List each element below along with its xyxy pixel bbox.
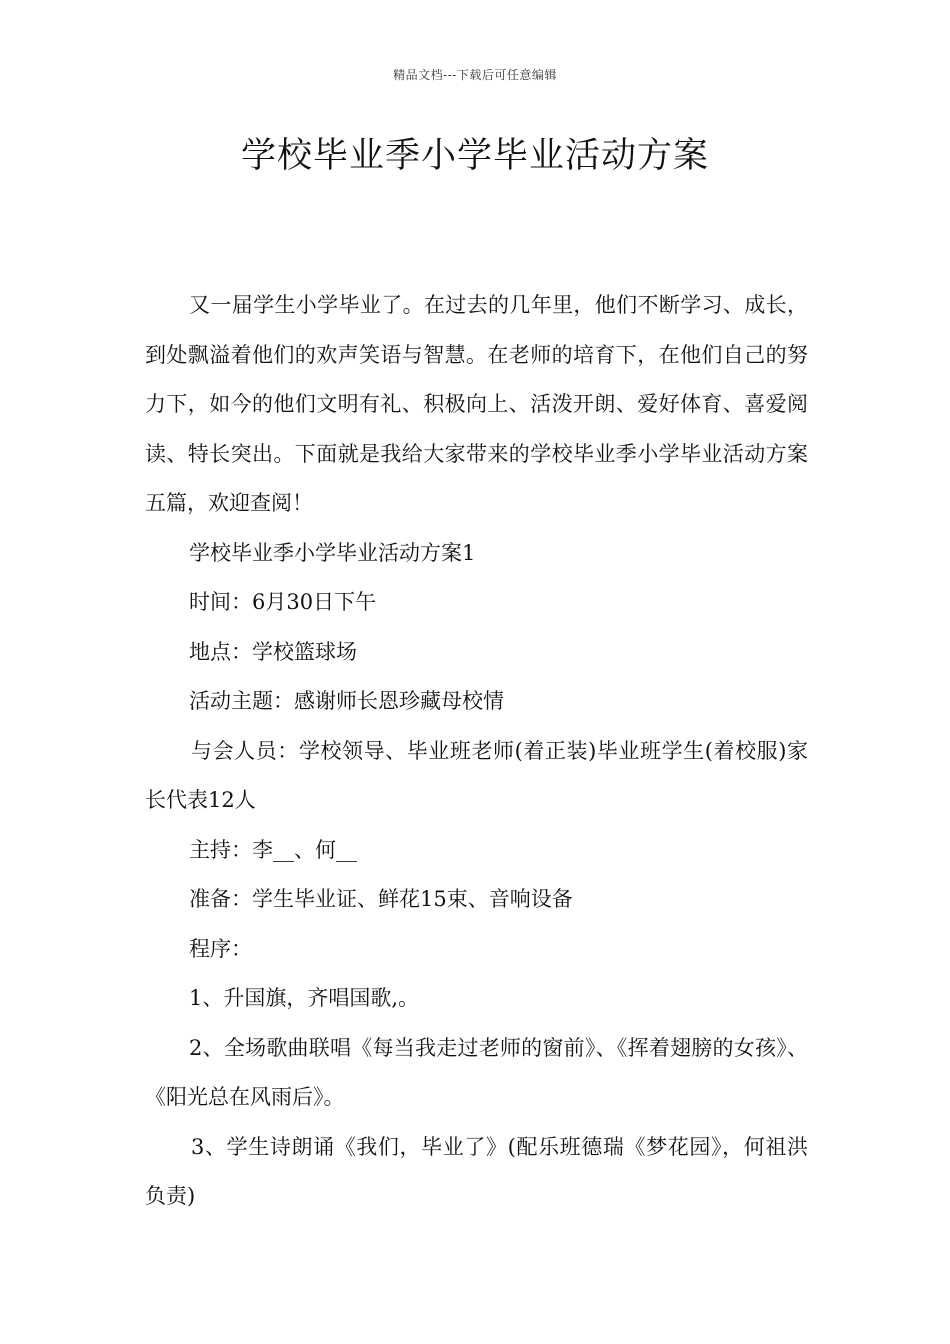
time-line: 时间：6月30日下午	[189, 590, 377, 614]
intro-paragraph: 又一届学生小学毕业了。在过去的几年里，他们不断学习、成长，到处飘溢着他们的欢声笑语与智慧。在老师的培育下，在他们自己的努力下，如今的他们文明有礼、积极向上、活泼开朗、爱好体育、喜爱阅读、特长突出。下面就是我给大家带来的学校毕业季小学毕业活动方案五篇，欢迎查阅！	[145, 293, 808, 515]
page-header-note: 精品文档---下载后可任意编辑	[393, 68, 557, 82]
preparation-line: 准备：学生毕业证、鲜花15束、音响设备	[189, 887, 573, 911]
attendees-paragraph: 与会人员：学校领导、毕业班老师(着正装)毕业班学生(着校服)家长代表12人	[145, 738, 808, 812]
location-line: 地点：学校篮球场	[189, 639, 357, 664]
host-line: 主持：李__、何__	[189, 837, 357, 862]
document-body	[145, 281, 808, 1222]
procedure-heading: 程序：	[189, 936, 252, 961]
section-heading: 学校毕业季小学毕业活动方案1	[189, 540, 476, 565]
procedure-step-3: 3、学生诗朗诵《我们，毕业了》(配乐班德瑞《梦花园》，何祖洪负责)	[145, 1134, 808, 1208]
theme-line: 活动主题：感谢师长恩珍藏母校情	[189, 689, 504, 713]
procedure-step-1: 1、升国旗，齐唱国歌,。	[189, 986, 420, 1010]
procedure-step-2: 2、全场歌曲联唱《每当我走过老师的窗前》、《挥着翅膀的女孩》、《阳光总在风雨后》。	[145, 1035, 808, 1109]
document-title: 学校毕业季小学毕业活动方案	[240, 136, 709, 176]
